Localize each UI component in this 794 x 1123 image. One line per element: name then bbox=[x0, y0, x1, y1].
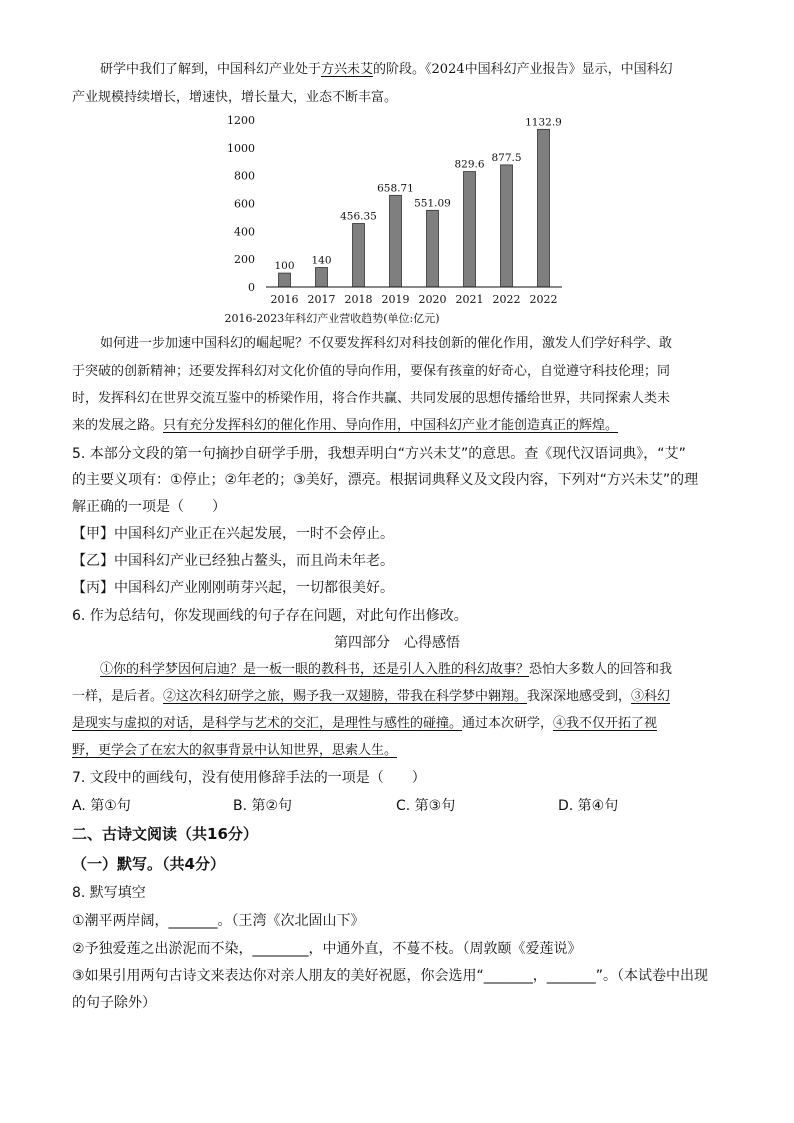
bar bbox=[464, 172, 476, 287]
y-tick-label: 0 bbox=[248, 281, 255, 294]
paragraph-line: 产业规模持续增长，增速快，增长量大，业态不断丰富。 bbox=[72, 90, 398, 105]
bar bbox=[316, 268, 328, 287]
x-tick-label: 2019 bbox=[381, 293, 410, 306]
paragraph-line: 如何进一步加速中国科幻的崛起呢？不仅要发挥科幻对科技创新的催化作用，激发人们学好科学、敢 bbox=[100, 336, 673, 351]
paragraph-line: 时，发挥科幻在世界交流互鉴中的桥梁作用，将合作共赢、共同发展的思想传播给世界，共同探索人类未 bbox=[72, 391, 671, 406]
option-bing: 【丙】中国科幻产业刚刚萌芽兴起，一切都很美好。 bbox=[72, 580, 394, 596]
underlined-sentence: ④我不仅开拓了视 bbox=[553, 716, 658, 731]
underlined-sentence: 只有充分发挥科幻的催化作用、导向作用，中国科幻产业才能创造真正的辉煌。 bbox=[163, 418, 619, 433]
bar bbox=[279, 273, 291, 287]
x-tick-label: 2021 bbox=[455, 293, 484, 306]
revenue-bar-chart bbox=[222, 108, 572, 328]
bar-value-label: 877.5 bbox=[491, 151, 522, 164]
question-8-item: ①潮平两岸阔，_______。（王湾《次北固山下》 bbox=[72, 913, 365, 929]
underlined-sentence: 野，更学会了在宏大的叙事背景中认知世界，思索人生。 bbox=[72, 743, 398, 758]
x-axis bbox=[266, 287, 562, 306]
y-tick-label: 600 bbox=[234, 197, 255, 211]
question-5-line: 的主要义项有：①停止；②年老的；③美好，漂亮。根据词典释义及文段内容，下列对“方兴未艾”的理 bbox=[72, 472, 699, 488]
option-b: B. 第②句 bbox=[233, 798, 293, 814]
question-8-title: 8. 默写填空 bbox=[72, 885, 146, 901]
bar bbox=[390, 195, 402, 287]
text-span: 恐怕大多数人的回答和我 bbox=[529, 662, 673, 677]
y-axis bbox=[227, 114, 255, 294]
question-5-line: 解正确的一项是（ ） bbox=[72, 499, 226, 515]
paragraph-line bbox=[72, 60, 750, 80]
x-tick-label: 2022 bbox=[529, 293, 558, 306]
text-span: 来的发展之路。 bbox=[72, 418, 164, 433]
underlined-sentence: ①你的科学梦因何启迪？是一板一眼的教科书，还是引人入胜的科幻故事？ bbox=[100, 662, 530, 677]
question-8-item: 的句子除外） bbox=[72, 995, 156, 1011]
bar bbox=[538, 129, 550, 287]
question-8-item: ③如果引用两句古诗文来表达你对亲人朋友的美好祝愿，你会选用“_______，_______”。（本试卷中出现 bbox=[72, 968, 709, 984]
paragraph-line bbox=[72, 416, 722, 436]
y-tick-label: 1200 bbox=[227, 114, 255, 127]
bar-value-label: 829.6 bbox=[454, 158, 485, 171]
bars-group bbox=[274, 116, 561, 287]
underlined-sentence: 是现实与虚拟的对话，是科学与艺术的交汇，是理性与感性的碰撞。 bbox=[72, 716, 463, 731]
option-jia: 【甲】中国科幻产业正在兴起发展，一时不会停止。 bbox=[72, 526, 394, 542]
section-title: 第四部分 心得感悟 bbox=[334, 635, 460, 651]
underlined-sentence: ②这次科幻研学之旅，赐予我一双翅膀，带我在科学梦中翱翔。 bbox=[163, 689, 528, 704]
bar-value-label: 140 bbox=[311, 254, 332, 267]
option-c: C. 第③句 bbox=[396, 798, 456, 814]
underlined-sentence: ③科幻 bbox=[631, 689, 671, 704]
paragraph-line bbox=[72, 687, 722, 707]
y-tick-label: 400 bbox=[234, 225, 255, 239]
text-span: 研学中我们了解到，中国科幻产业处于 bbox=[100, 62, 322, 77]
bar-value-label: 1132.9 bbox=[525, 116, 562, 129]
x-tick-label: 2022 bbox=[492, 293, 521, 306]
bar-value-label: 456.35 bbox=[340, 210, 377, 223]
section-heading: 二、古诗文阅读（共16分） bbox=[72, 825, 258, 843]
x-tick-label: 2018 bbox=[344, 293, 373, 306]
y-tick-label: 800 bbox=[234, 169, 255, 183]
chart-caption: 2016-2023年科幻产业营收趋势(单位:亿元) bbox=[224, 312, 440, 325]
text-span: 通过本次研学， bbox=[462, 716, 554, 731]
text-span: 的阶段。《2024中国科幻产业报告》显示，中国科幻 bbox=[373, 62, 673, 77]
bar bbox=[353, 223, 365, 287]
option-a: A. 第①句 bbox=[72, 798, 131, 814]
bar-value-label: 658.71 bbox=[377, 182, 414, 195]
x-tick-label: 2020 bbox=[418, 293, 447, 306]
option-d: D. 第④句 bbox=[558, 798, 619, 814]
y-tick-label: 200 bbox=[234, 253, 255, 267]
question-7-stem: 7. 文段中的画线句，没有使用修辞手法的一项是（ ） bbox=[72, 770, 426, 786]
bar bbox=[427, 210, 439, 287]
bar-value-label: 100 bbox=[274, 260, 295, 273]
paragraph-line bbox=[72, 741, 722, 761]
y-tick-label: 1000 bbox=[227, 141, 255, 155]
question-5-line: 5. 本部分文段的第一句摘抄自研学手册，我想弄明白“方兴未艾”的意思。查《现代汉语词典》，“艾” bbox=[72, 446, 686, 462]
text-span: 一样，是后者。 bbox=[72, 689, 164, 704]
option-yi: 【乙】中国科幻产业已经独占鳌头，而且尚未年老。 bbox=[72, 553, 394, 569]
paragraph-line: 于突破的创新精神；还要发挥科幻对文化价值的导向作用，要保有孩童的好奇心，自觉遵守科技伦理；同 bbox=[72, 364, 671, 379]
question-6: 6. 作为总结句，你发现画线的句子存在问题，对此句作出修改。 bbox=[72, 608, 468, 624]
paragraph-line bbox=[72, 714, 722, 734]
text-span: 我深深地感受到， bbox=[527, 689, 632, 704]
subsection-heading: （一）默写。（共4分） bbox=[72, 855, 225, 873]
x-tick-label: 2017 bbox=[307, 293, 336, 306]
bar bbox=[501, 165, 513, 287]
bar-value-label: 551.09 bbox=[414, 197, 451, 210]
paragraph-line bbox=[72, 660, 750, 680]
x-tick-label: 2016 bbox=[270, 293, 299, 306]
question-8-item: ②予独爱莲之出淤泥而不染，________，中通外直，不蔓不枝。（周敦颐《爱莲说》 bbox=[72, 941, 582, 957]
underlined-term: 方兴未艾 bbox=[321, 62, 374, 77]
